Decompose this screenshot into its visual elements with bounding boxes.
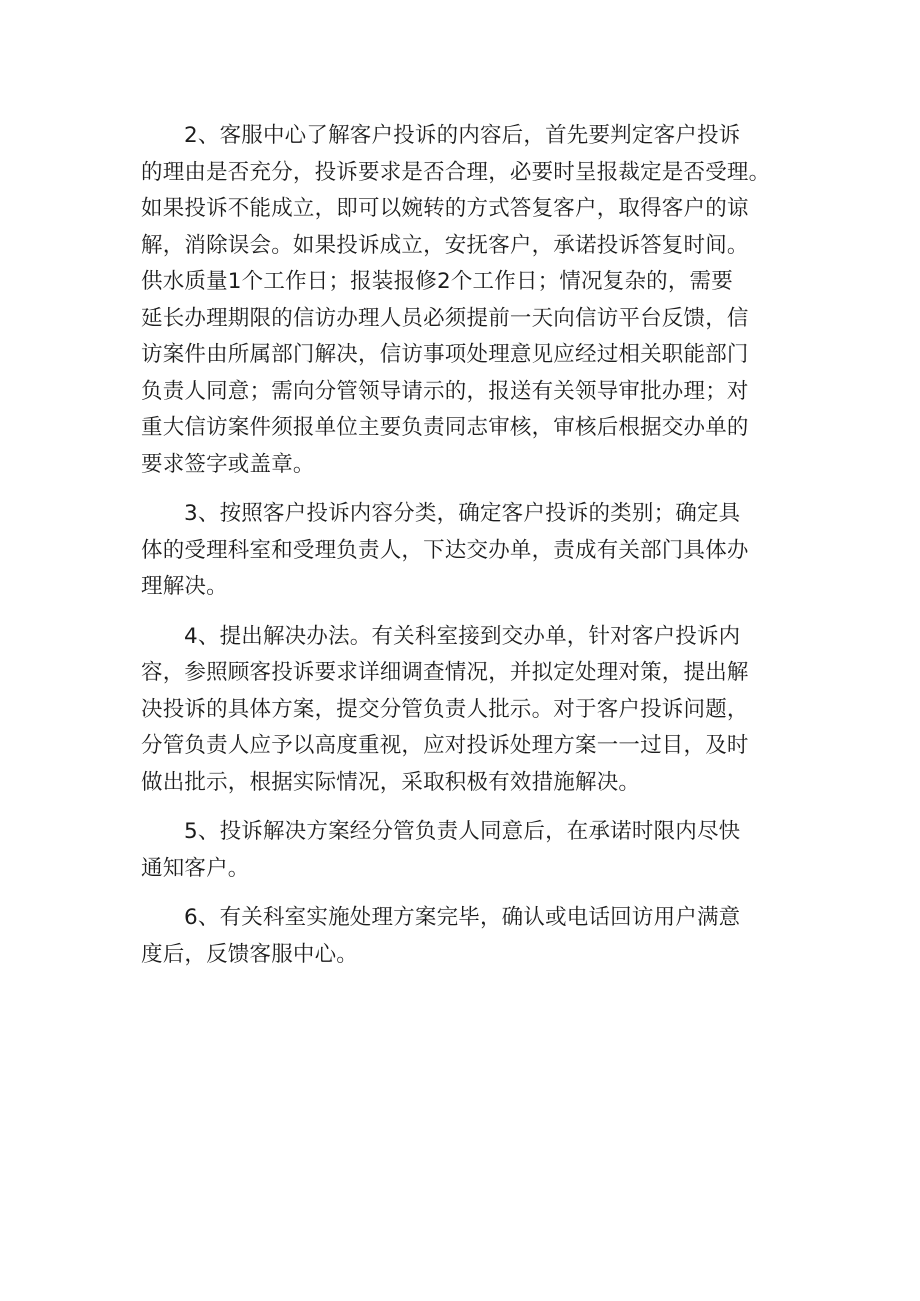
- paragraph-step-4: 4、提出解决办法。有关科室接到交办单，针对客户投诉内 容，参照顾客投诉要求详细调查情况，并拟定处理对策，提出解 决投诉的具体方案，提交分管负责人批示。对于客户投诉问题， 分管负责人应予以高度重视，应对投诉处理方案一一过目，及时 做出批示，根据实际情况，采取积极有效措施解决。: [141, 623, 749, 795]
- document-body: [141, 118, 801, 973]
- paragraph-step-6: 6、有关科室实施处理方案完毕，确认或电话回访用户满意 度后，反馈客服中心。: [141, 905, 741, 967]
- paragraph-step-3: 3、按照客户投诉内容分类，确定客户投诉的类别；确定具 体的受理科室和受理负责人，下达交办单，责成有关部门具体办 理解决。: [141, 501, 749, 599]
- paragraph-step-5: 5、投诉解决方案经分管负责人同意后，在承诺时限内尽快 通知客户。: [141, 819, 741, 881]
- paragraph-step-2: 2、客服中心了解客户投诉的内容后，首先要判定客户投诉 的理由是否充分，投诉要求是否合理，必要时呈报裁定是否受理。 如果投诉不能成立，即可以婉转的方式答复客户，取得客户的谅 解，消除误会。如果投诉成立，安抚客户，承诺投诉答复时间。 供水质量1个工作日；报装报修2个工作日；情况复杂的，需要 延长办理期限的信访办理人员必须提前一天向信访平台反馈，信 访案件由所属部门解决，信访事项处理意见应经过相关职能部门 负责人同意；需向分管领导请示的，报送有关领导审批办理；对 重大信访案件须报单位主要负责同志审核，审核后根据交办单的 要求签字或盖章。: [141, 123, 771, 477]
